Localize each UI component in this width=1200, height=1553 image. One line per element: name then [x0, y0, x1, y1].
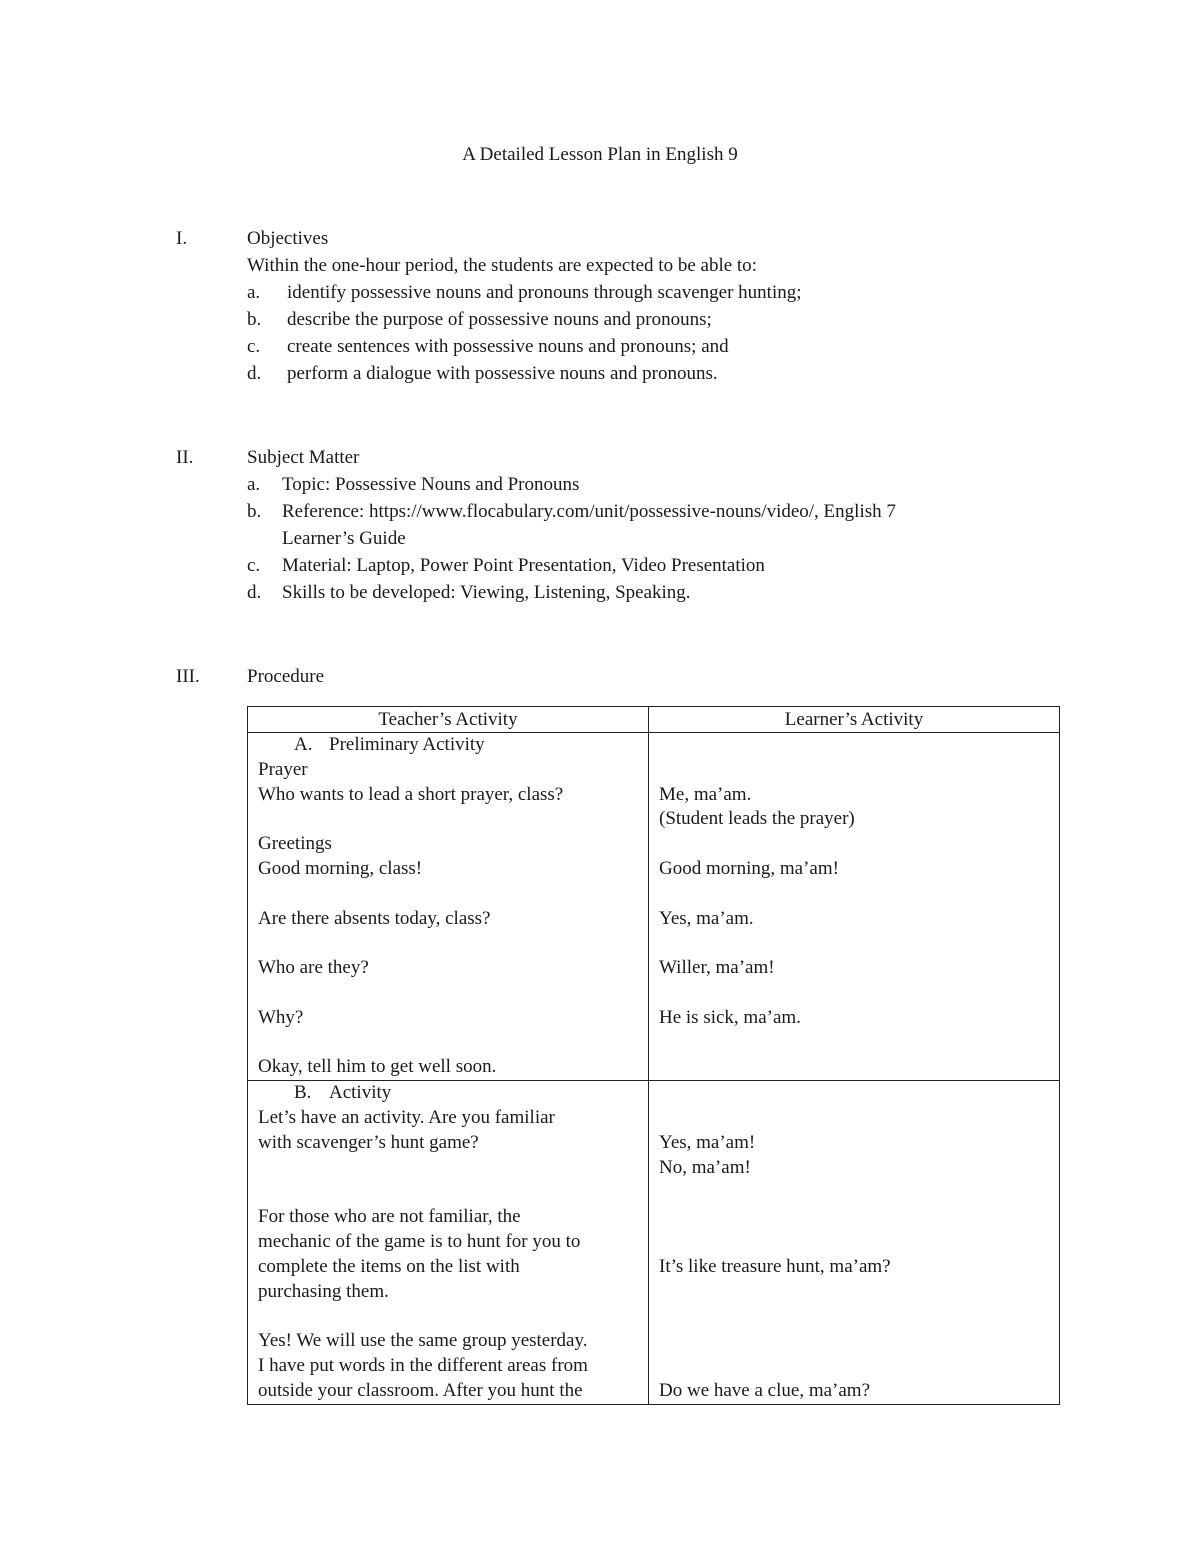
learner-cell — [649, 1081, 1060, 1404]
learner-line — [659, 1055, 1049, 1080]
teacher-lines — [258, 1106, 638, 1404]
learner-line: He is sick, ma’am. — [659, 1006, 801, 1028]
teacher-line — [258, 931, 638, 956]
table-row — [248, 733, 1060, 1081]
section-heading-procedure: Procedure — [247, 666, 325, 687]
subject-item — [247, 498, 1027, 525]
section-procedure — [247, 663, 1027, 690]
objective-item — [247, 306, 1027, 333]
learner-line — [659, 1304, 1049, 1329]
sub-heading-activity — [258, 1081, 638, 1106]
subject-item — [247, 579, 1027, 606]
subject-letter: d. — [247, 582, 262, 603]
learner-line — [659, 1230, 1049, 1255]
teacher-line — [258, 807, 638, 832]
learner-line: No, ma’am! — [659, 1156, 751, 1178]
learner-line — [659, 1081, 1049, 1106]
procedure-table — [247, 706, 1060, 1405]
teacher-line: purchasing them. — [258, 1280, 389, 1302]
learner-line — [659, 1354, 1049, 1379]
sub-heading-preliminary — [258, 733, 638, 758]
learner-cell — [649, 733, 1060, 1081]
teacher-cell — [248, 1081, 649, 1404]
objective-letter: a. — [247, 282, 261, 303]
learner-line — [659, 931, 1049, 956]
subject-text: Reference: https://www.flocabulary.com/unit/possessive-nouns/video/, English 7 — [282, 501, 896, 522]
learner-line — [659, 1180, 1049, 1205]
section-number-objectives: I. — [176, 228, 188, 249]
objectives-intro: Within the one-hour period, the students are expected to be able to: — [247, 255, 757, 276]
learner-line: Do we have a clue, ma’am? — [659, 1379, 871, 1401]
learner-line: Willer, ma’am! — [659, 957, 775, 979]
teacher-line: complete the items on the list with — [258, 1255, 520, 1277]
learner-lines — [659, 1081, 1049, 1403]
section-number-procedure: III. — [176, 666, 200, 687]
teacher-line: Who are they? — [258, 957, 369, 979]
teacher-line — [258, 1031, 638, 1056]
objective-text: create sentences with possessive nouns and pronouns; and — [287, 336, 729, 357]
subject-letter: a. — [247, 474, 261, 495]
learner-line — [659, 981, 1049, 1006]
sub-heading-title: Activity — [329, 1082, 392, 1104]
learner-line — [659, 1329, 1049, 1354]
teacher-line: For those who are not familiar, the — [258, 1206, 521, 1228]
learner-lines — [659, 733, 1049, 1080]
teacher-line: Are there absents today, class? — [258, 907, 491, 929]
sub-heading-title: Preliminary Activity — [329, 734, 485, 755]
section-heading-objectives: Objectives — [247, 228, 329, 249]
objective-text: identify possessive nouns and pronouns through scavenger hunting; — [287, 282, 802, 303]
subject-text-continuation: Learner’s Guide — [282, 528, 406, 549]
learner-line: Good morning, ma’am! — [659, 857, 839, 879]
sub-heading-letter: A. — [294, 734, 313, 755]
teacher-line — [258, 1180, 638, 1205]
objective-item — [247, 360, 1027, 387]
learner-line — [659, 1031, 1049, 1056]
header-teacher-activity: Teacher’s Activity — [248, 707, 649, 733]
subject-text: Skills to be developed: Viewing, Listening, Speaking. — [282, 582, 691, 603]
subject-item — [247, 471, 1027, 498]
teacher-line: I have put words in the different areas from — [258, 1354, 588, 1376]
teacher-line: Greetings — [258, 833, 332, 855]
teacher-line — [258, 882, 638, 907]
teacher-cell — [248, 733, 649, 1081]
learner-line: Yes, ma’am. — [659, 907, 754, 929]
teacher-line — [258, 1304, 638, 1329]
table-row — [248, 1081, 1060, 1404]
document-title: A Detailed Lesson Plan in English 9 — [462, 144, 738, 165]
teacher-line — [258, 981, 638, 1006]
teacher-line: Prayer — [258, 758, 308, 780]
learner-line: Yes, ma’am! — [659, 1131, 756, 1153]
table-header-row — [248, 707, 1060, 733]
teacher-lines — [258, 758, 638, 1080]
learner-line: Me, ma’am. — [659, 783, 752, 805]
subject-letter: c. — [247, 555, 261, 576]
objective-item — [247, 279, 1027, 306]
teacher-line: mechanic of the game is to hunt for you to — [258, 1230, 581, 1252]
section-objectives — [247, 225, 1027, 387]
teacher-line: Who wants to lead a short prayer, class? — [258, 783, 564, 805]
learner-line — [659, 832, 1049, 857]
objective-letter: c. — [247, 336, 261, 357]
learner-line: (Student leads the prayer) — [659, 808, 855, 830]
subject-text: Material: Laptop, Power Point Presentation, Video Presentation — [282, 555, 765, 576]
objective-text: describe the purpose of possessive nouns and pronouns; — [287, 309, 712, 330]
objective-text: perform a dialogue with possessive nouns and pronouns. — [287, 363, 718, 384]
teacher-line — [258, 1156, 638, 1181]
sub-heading-letter: B. — [294, 1082, 312, 1104]
subject-letter: b. — [247, 501, 262, 522]
learner-line — [659, 733, 1049, 758]
objective-letter: b. — [247, 309, 262, 330]
section-number-subject: II. — [176, 447, 194, 468]
teacher-line: Good morning, class! — [258, 857, 423, 879]
learner-line — [659, 1205, 1049, 1230]
teacher-line: outside your classroom. After you hunt the — [258, 1379, 583, 1401]
learner-line — [659, 1280, 1049, 1305]
section-subject-matter — [247, 444, 1027, 606]
teacher-line: Why? — [258, 1006, 304, 1028]
learner-line — [659, 758, 1049, 783]
header-learner-activity: Learner’s Activity — [649, 707, 1060, 733]
teacher-line: Let’s have an activity. Are you familiar — [258, 1106, 555, 1128]
learner-line — [659, 882, 1049, 907]
objective-item — [247, 333, 1027, 360]
learner-line — [659, 1106, 1049, 1131]
subject-text: Topic: Possessive Nouns and Pronouns — [282, 474, 580, 495]
learner-line: It’s like treasure hunt, ma’am? — [659, 1255, 891, 1277]
section-heading-subject: Subject Matter — [247, 447, 360, 468]
subject-item — [247, 552, 1027, 579]
teacher-line: with scavenger’s hunt game? — [258, 1131, 479, 1153]
teacher-line: Yes! We will use the same group yesterday. — [258, 1330, 588, 1352]
teacher-line: Okay, tell him to get well soon. — [258, 1056, 497, 1078]
objective-letter: d. — [247, 363, 262, 384]
